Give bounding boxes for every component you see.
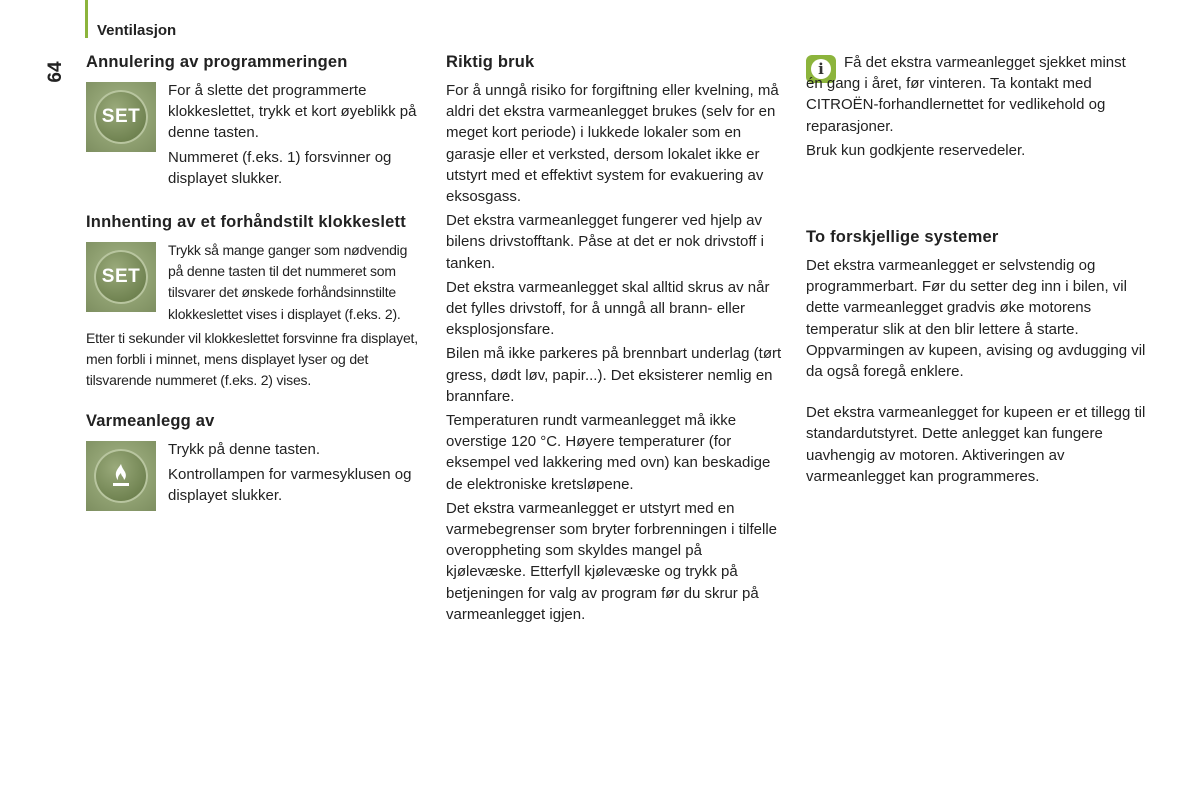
set-label: SET: [94, 90, 148, 144]
heater-button-icon: [86, 441, 156, 511]
paragraph: Trykk så mange ganger som nødvendig på denne tasten til det nummeret som tilsvarer det ønskede forhåndsinnstilte klokkeslettet vises i displayet (f.eks. 2).: [168, 242, 408, 322]
paragraph: Trykk på denne tasten.: [168, 441, 321, 459]
paragraph: Det ekstra varmeanlegget skal alltid skrus av når det fylles drivstoff, for å unngå all brann- eller eksplosjonsfare.: [446, 278, 770, 339]
set-button-icon: [86, 82, 156, 152]
set-button-icon: [86, 242, 156, 312]
flame-icon: [94, 449, 148, 503]
set-label: SET: [94, 250, 148, 304]
heading-correct-use: Riktig bruk: [446, 53, 535, 71]
paragraph: Etter ti sekunder vil klokkeslettet forsvinne fra displayet, men forbli i minnet, mens displayet lyser og det tilsvarende nummeret (f.eks. 2) vises.: [86, 329, 418, 389]
column-left: [86, 52, 426, 511]
paragraph: Temperaturen rundt varmeanlegget må ikke overstige 120 °C. Høyere temperaturer (for eksempel ved lakkering med ovn) kan beskadige de elektroniske kretsløpene.: [446, 412, 771, 493]
section-title: Ventilasjon: [97, 22, 177, 39]
page-number: 64: [45, 61, 66, 83]
recall-preset-block: [86, 240, 426, 328]
cancel-programming-block: [86, 80, 426, 192]
heading-cancel-programming: Annulering av programmeringen: [86, 53, 348, 71]
paragraph: Det ekstra varmeanlegget for kupeen er et tillegg til standardutstyret. Dette anlegget kan fungere uavhengig av motoren. Aktiveringen av varmeanlegget kan programmeres.: [806, 404, 1146, 485]
header-accent-bar: [85, 0, 88, 38]
paragraph: Det ekstra varmeanlegget er selvstendig og programmerbart. Før du setter deg inn i bilen, vil dette varmeanlegget gradvis øke motorens temperatur slik at den blir lettere å starte. Oppvarmingen av kupeen, avising og avdugging vil da også foregå enklere.: [806, 257, 1146, 381]
heading-recall-preset: Innhenting av et forhåndstilt klokkeslett: [86, 213, 406, 232]
info-paragraph: Få det ekstra varmeanlegget sjekket minst én gang i året, før vinteren. Ta kontakt med CITROËN-forhandlernettet for vedlikehold og reparasjoner.: [806, 54, 1126, 135]
heading-heater-off: Varmeanlegg av: [86, 412, 215, 431]
paragraph: Det ekstra varmeanlegget fungerer ved hjelp av bilens drivstofftank. Påse at det er nok drivstoff i tanken.: [446, 212, 764, 272]
paragraph: Kontrollampen for varmesyklusen og displayet slukker.: [168, 465, 412, 504]
paragraph: Nummeret (f.eks. 1) forsvinner og displayet slukker.: [168, 148, 392, 187]
info-paragraph: Bruk kun godkjente reservedeler.: [806, 141, 1026, 159]
column-right: [806, 52, 1146, 490]
paragraph: For å slette det programmerte klokkeslettet, trykk et kort øyeblikk på denne tasten.: [168, 82, 417, 142]
info-icon-glyph: i: [811, 59, 831, 79]
column-middle: [446, 52, 786, 628]
paragraph: Det ekstra varmeanlegget er utstyrt med en varmebegrenser som bryter forbrenningen i tilfelle overoppheting som skyldes mangel på kjølevæske. Etterfyll kjølevæske og trykk på betjeningen for valg av program før du skrur på varmeanlegget igjen.: [446, 499, 777, 623]
paragraph: For å unngå risiko for forgiftning eller kvelning, må aldri det ekstra varmeanlegget brukes (selv for en meget kort periode) i lukkede lokaler som en garasje eller et verksted, dersom lokalet ikke er utstyrt med et effektivt system for evakuering av eksosgass.: [446, 82, 779, 206]
heater-off-block: [86, 439, 426, 511]
paragraph: Bilen må ikke parkeres på brennbart underlag (tørt gress, dødt løv, papir...). Det eksisterer nemlig en brannfare.: [446, 345, 782, 405]
heading-two-systems: To forskjellige systemer: [806, 228, 999, 247]
